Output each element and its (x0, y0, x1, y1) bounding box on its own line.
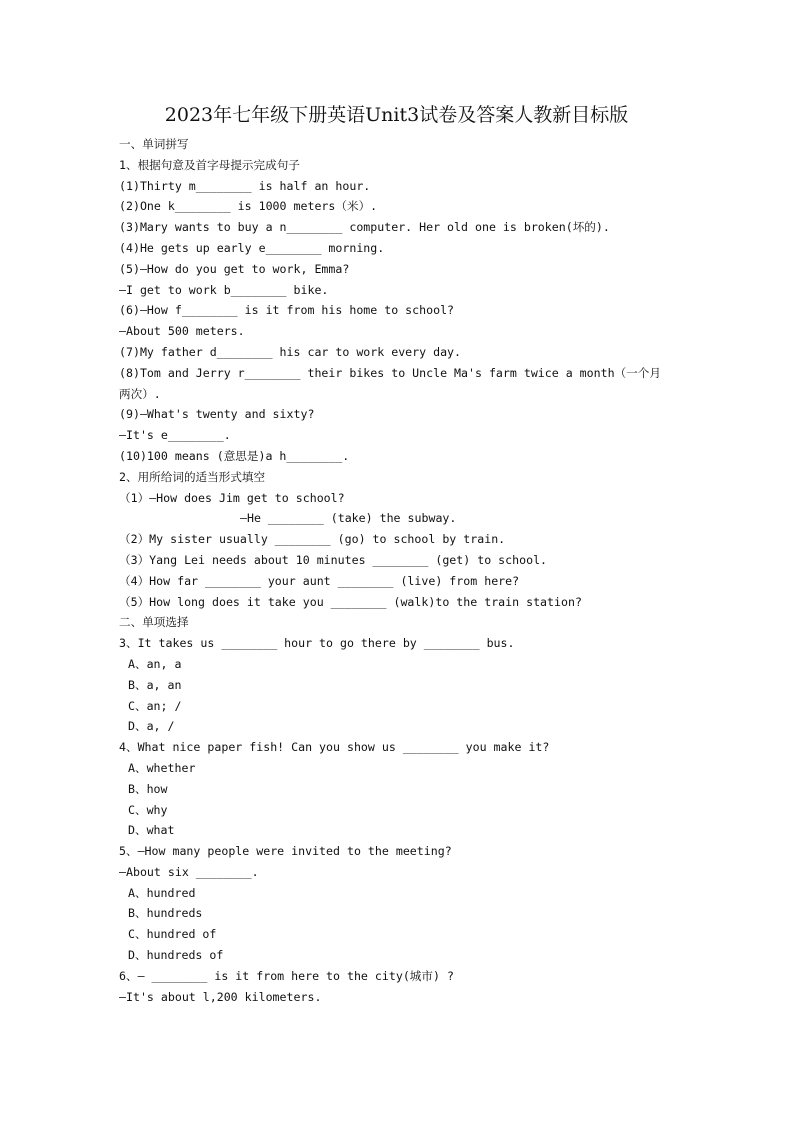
exam-body (0, 134, 793, 1007)
question-4-option-d: D、what (128, 823, 175, 838)
question-4-option-a: A、whether (128, 760, 196, 775)
question-2-instruction: 2、用所给词的适当形式填空 (119, 469, 266, 484)
document-title: 2023年七年级下册英语Unit3试卷及答案人教新目标版 (164, 104, 629, 126)
question-1-item-1: (1)Thirty m________ is half an hour. (119, 178, 371, 193)
question-2-item-1-answer: —He ________ (take) the subway. (240, 511, 457, 526)
question-1-item-9-answer: —It's e________. (119, 428, 231, 443)
question-1-instruction: 1、根据句意及首字母提示完成句子 (119, 157, 300, 172)
question-1-item-5: (5)—How do you get to work, Emma? (119, 261, 350, 276)
question-1-item-4: (4)He gets up early e________ morning. (119, 240, 385, 255)
section-heading-multiple-choice: 二、单项选择 (119, 615, 189, 630)
question-1-item-10: (10)100 means (意思是)a h________. (119, 448, 350, 463)
question-1-item-3: (3)Mary wants to buy a n________ computer. Her old one is broken(坏的). (119, 220, 610, 235)
question-3-option-d: D、a, / (128, 719, 175, 734)
question-4: 4、What nice paper fish! Can you show us ________ you make it? (119, 740, 550, 755)
question-5-option-a: A、hundred (128, 885, 196, 900)
question-1-item-5-answer: —I get to work b________ bike. (119, 282, 329, 297)
question-1-item-6-answer: —About 500 meters. (119, 324, 245, 339)
question-6: 6、— ________ is it from here to the city(城市) ? (119, 968, 454, 983)
question-1-item-8: (8)Tom and Jerry r________ their bikes to Uncle Ma's farm twice a month（一个月 (119, 365, 661, 380)
question-1-item-9: (9)—What's twenty and sixty? (119, 407, 315, 422)
question-2-item-2: （2）My sister usually ________ (go) to school by train. (119, 532, 506, 547)
question-5-option-d: D、hundreds of (128, 948, 224, 963)
question-1-item-7: (7)My father d________ his car to work every day. (119, 344, 462, 359)
question-1-item-8-cont: 两次）. (119, 386, 161, 401)
question-4-option-c: C、why (128, 802, 168, 817)
question-2-item-1: （1）—How does Jim get to school? (119, 490, 345, 505)
question-4-option-b: B、how (128, 781, 168, 796)
question-5-option-c: C、hundred of (128, 927, 217, 942)
question-5: 5、—How many people were invited to the meeting? (119, 844, 452, 859)
section-heading-spelling: 一、单词拼写 (119, 137, 189, 151)
question-2-item-4: （4）How far ________ your aunt ________ (live) from here? (119, 573, 520, 588)
question-3: 3、It takes us ________ hour to go there by ________ bus. (119, 636, 515, 651)
question-1-item-6: (6)—How f________ is it from his home to school? (119, 303, 455, 318)
question-1-item-2: (2)One k________ is 1000 meters（米）. (119, 199, 378, 214)
question-3-option-b: B、a, an (128, 677, 182, 692)
question-6-answer-line: —It's about l,200 kilometers. (119, 989, 322, 1004)
question-3-option-c: C、an; / (128, 698, 182, 713)
question-5-option-b: B、hundreds (128, 906, 203, 921)
question-5-answer-line: —About six ________. (119, 864, 259, 879)
question-2-item-3: （3）Yang Lei needs about 10 minutes ________ (get) to school. (119, 552, 548, 567)
question-2-item-5: （5）How long does it take you ________ (walk)to the train station? (119, 594, 582, 609)
question-3-option-a: A、an, a (128, 656, 182, 671)
